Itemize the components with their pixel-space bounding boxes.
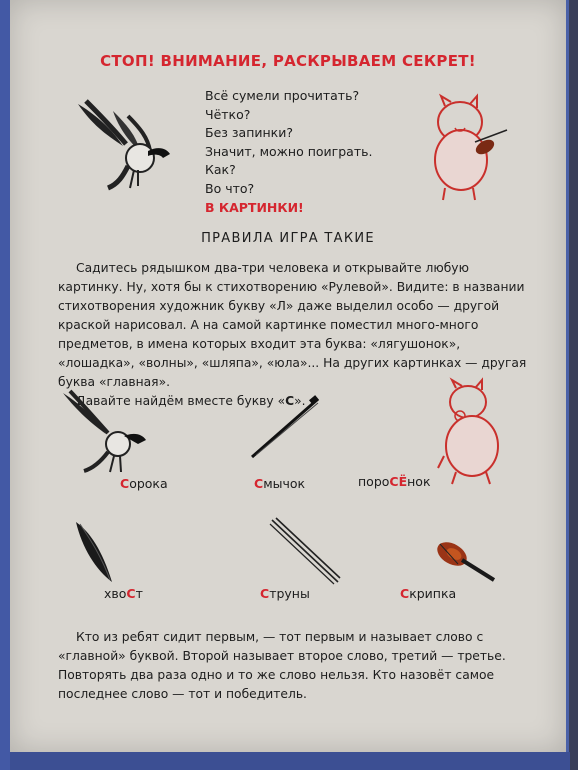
poem-line: Всё сумели прочитать? <box>205 88 360 103</box>
final-paragraph <box>58 628 536 704</box>
poem-line-highlight: В КАРТИНКИ! <box>205 199 304 215</box>
word-letter: С <box>260 586 270 601</box>
word-part: нок <box>407 474 431 489</box>
word-letter: С <box>400 586 410 601</box>
word-letter: С <box>254 476 264 491</box>
final-text: Кто из ребят сидит первым, — тот первым и называет слово с «главной» буквой. Второй называет второе слово, третий — третье. Повторять два раза одно и то же слово нельзя. Кто назовёт самое последнее слово — тот и победитель. <box>58 630 506 701</box>
poem-line: Без запинки? <box>205 125 293 141</box>
word-part: хво <box>104 586 127 601</box>
page-title: СТОП! ВНИМАНИЕ, РАСКРЫВАЕМ СЕКРЕТ! <box>100 52 476 70</box>
word-part: поро <box>358 474 390 489</box>
violin-illustration <box>428 524 500 584</box>
word-struny <box>260 586 310 601</box>
poem-block <box>205 87 372 217</box>
word-part: т <box>135 586 143 601</box>
rules-heading: ПРАВИЛА ИГРА ТАКИЕ <box>201 231 375 246</box>
word-part: крипка <box>409 586 457 601</box>
book-bottom-edge <box>10 752 570 770</box>
piglet-illustration <box>430 378 510 488</box>
bow-illustration <box>248 395 323 460</box>
magpie-small-illustration <box>58 388 148 473</box>
word-letter: С <box>120 476 130 491</box>
rules-paragraph: Садитесь рядышком два-три человека и открывайте любую картинку. Ну, хотя бы к стихотворению «Рулевой». Видите: в названии стихотворения художник букву «Л» даже выделил особо — другой краской нарисовал. А на самой картинке поместил много-много предметов, в имена которых входит эта буква: «лягушонок», «лошадка», «волны», «шляпа», «юла»... На других картинках — другая буква «главная». <box>58 261 527 389</box>
poem-line: Значит, можно поиграть. <box>205 143 373 159</box>
book-page <box>10 0 569 752</box>
poem-line: Чётко? <box>205 106 251 122</box>
rules-text-before: Давайте найдём вместе букву « <box>76 394 286 408</box>
tail-feather-illustration <box>68 518 128 588</box>
word-skripka <box>400 586 456 601</box>
word-part: орока <box>129 476 168 491</box>
word-smychok <box>254 476 305 491</box>
piglet-violin-illustration <box>415 92 515 202</box>
rules-text-after: ». <box>294 394 306 408</box>
poem-line: Во что? <box>205 180 255 196</box>
word-khvost <box>104 586 143 601</box>
magpie-illustration <box>68 96 178 191</box>
word-letter: СЁ <box>389 474 408 489</box>
book-spine <box>0 0 10 770</box>
word-soroka <box>120 476 168 491</box>
word-part: мычок <box>263 476 306 491</box>
word-letter: С <box>126 586 136 601</box>
word-porosyonok <box>358 474 431 489</box>
word-part: труны <box>269 586 310 601</box>
poem-line: Как? <box>205 162 236 178</box>
strings-illustration <box>268 516 343 586</box>
rules-letter: С <box>285 394 295 408</box>
